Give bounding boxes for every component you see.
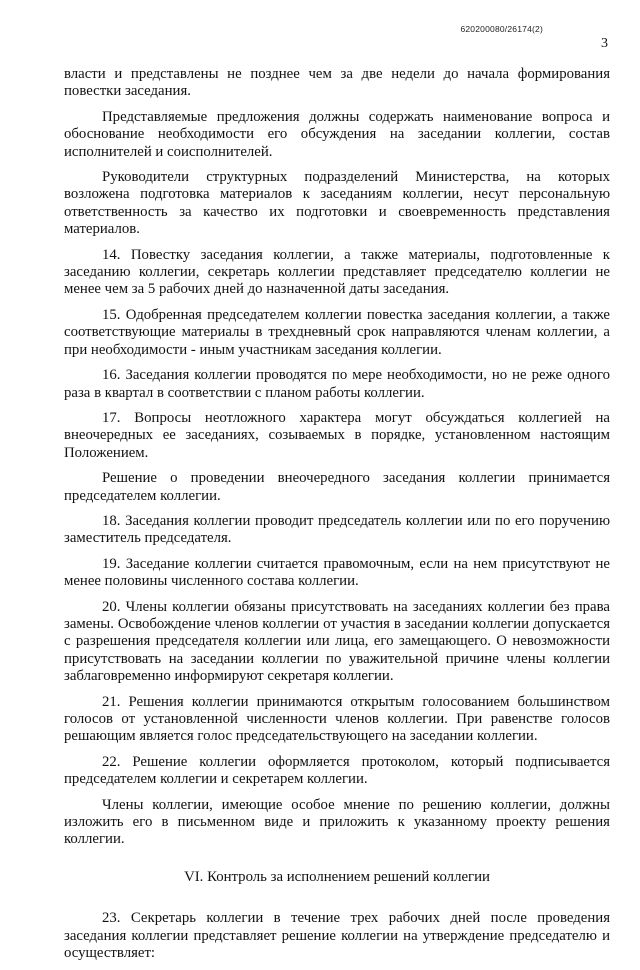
paragraph-item-20: 20. Члены коллегии обязаны присутствовать на заседаниях коллегии без права замены. Освобождение членов коллегии от участия в заседании коллегии допускается с разрешения председателя коллегии или лица, его замещающего. О невозможности присутствовать на заседании коллегии по уважительной причине члены коллегии заблаговременно информируют секретаря коллегии. [64,598,610,685]
paragraph-item-16: 16. Заседания коллегии проводятся по мере необходимости, но не реже одного раза в квартал в соответствии с планом работы коллегии. [64,367,610,401]
page-number: 3 [601,36,608,51]
paragraph-item-23: 23. Секретарь коллегии в течение трех рабочих дней после проведения заседания коллегии представляет решение коллегии на утверждение председателю и осуществляет: [64,910,610,962]
paragraph-continuation: власти и представлены не позднее чем за две недели до начала формирования повестки заседания. [64,66,610,100]
paragraph-item-17: 17. Вопросы неотложного характера могут обсуждаться коллегией на внеочередных ее заседаниях, созываемых в порядке, установленном настоящим Положением. [64,409,610,461]
document-code: 620200080/26174(2) [460,24,543,34]
paragraph-item-14: 14. Повестку заседания коллегии, а также материалы, подготовленные к заседанию коллегии, секретарь коллегии представляет председателю коллегии не менее чем за 5 рабочих дней до назначенной даты заседания. [64,246,610,298]
paragraph-item-22: 22. Решение коллегии оформляется протоколом, который подписывается председателем коллегии и секретарем коллегии. [64,753,610,788]
paragraph-proposals-content: Представляемые предложения должны содержать наименование вопроса и обоснование необходимости его обсуждения на заседании коллегии, состав исполнителей и соисполнителей. [64,108,610,160]
paragraph-item-18: 18. Заседания коллегии проводит председатель коллегии или по его поручению заместитель председателя. [64,512,610,547]
paragraph-item-21: 21. Решения коллегии принимаются открытым голосованием большинством голосов от установленной численности членов коллегии. При равенстве голосов решающим является голос председательствующего на заседании коллегии. [64,693,610,745]
paragraph-extraordinary-decision: Решение о проведении внеочередного заседания коллегии принимается председателем коллегии. [64,470,610,504]
paragraph-item-19: 19. Заседание коллегии считается правомочным, если на нем присутствуют не менее половины численного состава коллегии. [64,555,610,590]
section-heading: VI. Контроль за исполнением решений коллегии [184,868,490,885]
paragraph-dissenting-opinion: Члены коллегии, имеющие особое мнение по решению коллегии, должны изложить его в письменном виде и приложить к указанному проекту решения коллегии. [64,796,610,848]
paragraph-heads-responsibility: Руководители структурных подразделений Министерства, на которых возложена подготовка материалов к заседаниям коллегии, несут персональную ответственность за качество их подготовки и своевременность представления материалов. [64,169,610,238]
paragraph-item-15: 15. Одобренная председателем коллегии повестка заседания коллегии, а также соответствующие материалы в трехдневный срок направляются членам коллегии, а при необходимости - иным участникам заседания коллегии. [64,306,610,358]
document-body [64,66,610,970]
